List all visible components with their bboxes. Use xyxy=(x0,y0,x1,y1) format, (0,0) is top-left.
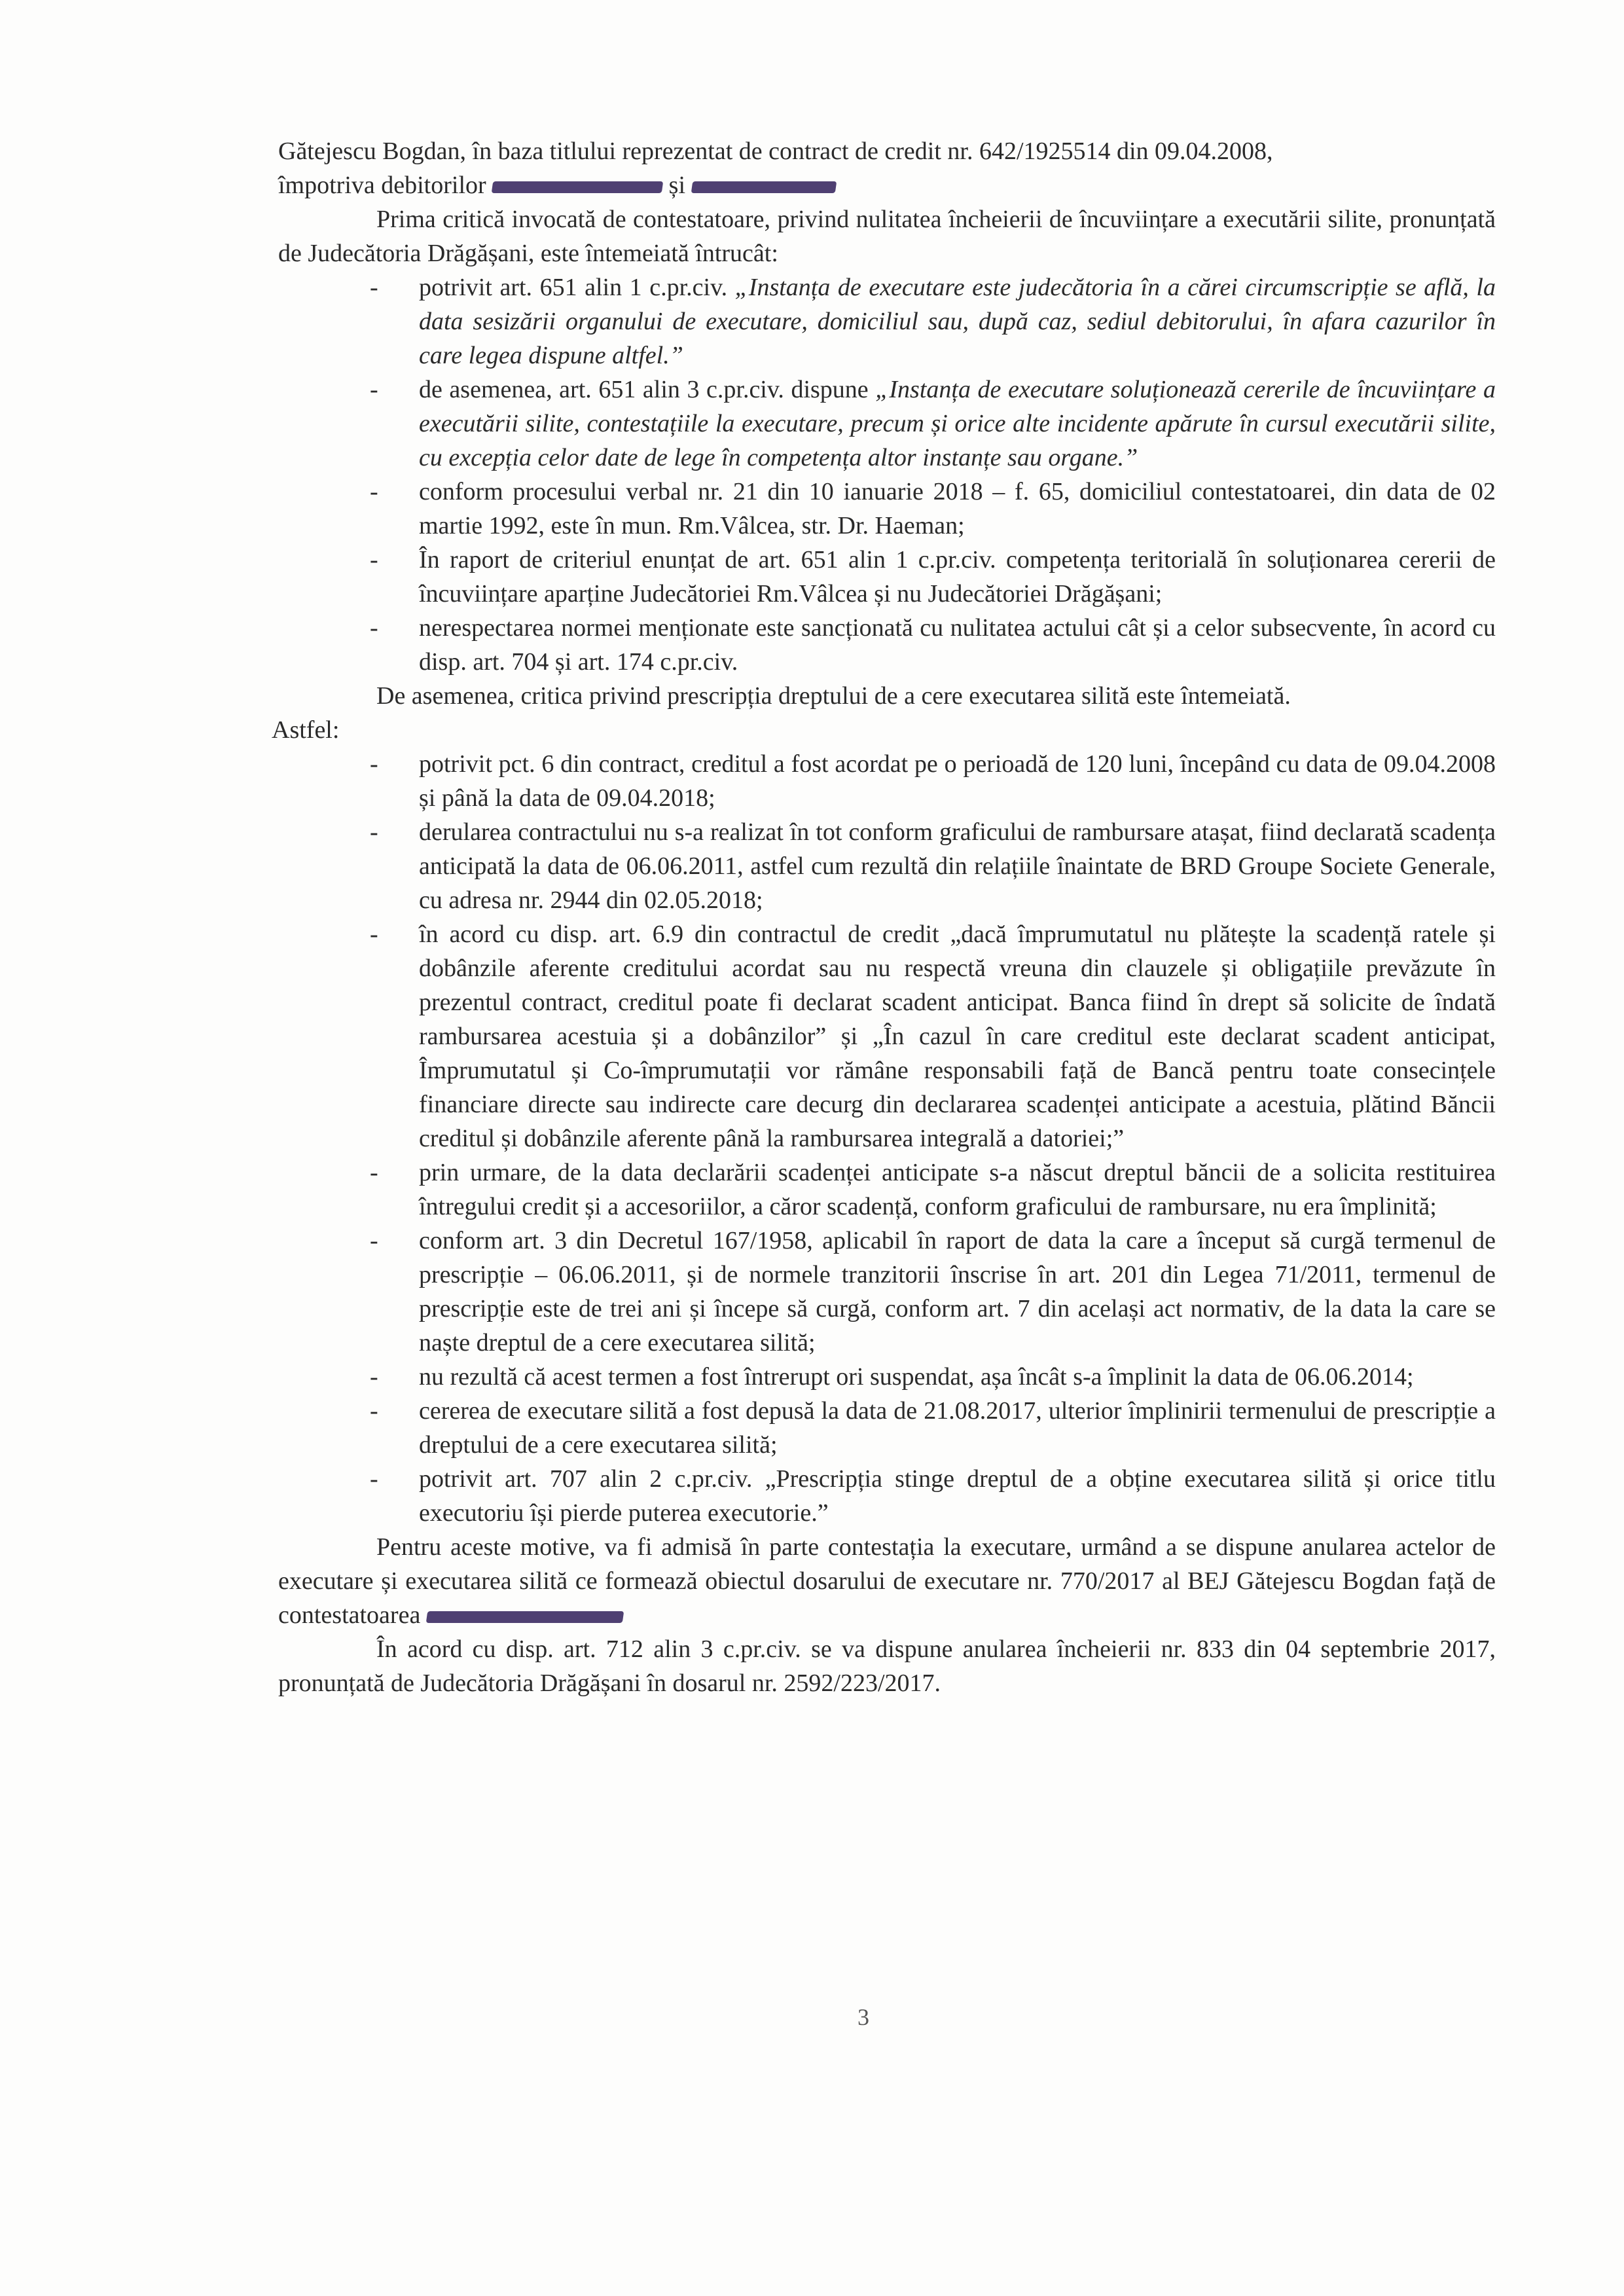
paragraph-prescription: De asemenea, critica privind prescripția dreptului de a cere executarea silită este întemeiată. xyxy=(376,682,1291,710)
list-item: - cererea de executare silită a fost depusă la data de 21.08.2017, ulterior împlinirii termenului de prescripție a dreptului de a cere executarea silită; xyxy=(278,1394,1496,1462)
intro-line-2 xyxy=(278,168,1496,202)
list-item: - în acord cu disp. art. 6.9 din contractul de credit „dacă împrumutatul nu plătește la scadență ratele și dobânzile aferente creditului acordat sau nu respectă vreuna din clauzele și obligațiile prevăzute în prezentul contract, creditul poate fi declarat scadent anticipat. Banca fiind în drept să solicite de îndată rambursarea acestuia și a dobânzilor” și „În cazul în care creditul este declarat scadent anticipat, Împrumutatul și Co-împrumutații vor rămâne responsabili față de Bancă pentru toate consecințele financiare directe sau indirecte care decurg din declararea scadenței anticipate a acestuia, plătind Băncii creditul și dobânzile aferente până la rambursarea integrală a datoriei;” xyxy=(278,917,1496,1156)
list-item: - conform art. 3 din Decretul 167/1958, aplicabil în raport de data la care a început să curgă termenul de prescripție – 06.06.2011, și de normele tranzitorii înscrise în art. 201 din Legea 71/2011, termenul de prescripție este de trei ani și începe să curgă, conform art. 7 din același act normativ, de la data la care se naște dreptul de a cere executarea silită; xyxy=(278,1224,1496,1360)
page-number: 3 xyxy=(857,2004,869,2030)
paragraph-motive xyxy=(278,1530,1496,1632)
list-item: - potrivit art. 707 alin 2 c.pr.civ. „Prescripția stinge dreptul de a obține executarea silită și orice titlu executoriu își pierde puterea executorie.” xyxy=(278,1462,1496,1530)
astfel-label: Astfel: xyxy=(272,716,340,744)
list-item: - nerespectarea normei menționate este sancționată cu nulitatea actului cât și a celor subsecvente, în acord cu disp. art. 704 și art. 174 c.pr.civ. xyxy=(278,611,1496,679)
document-body xyxy=(272,134,1496,1700)
list-item: - derularea contractului nu s-a realizat în tot conform graficului de rambursare atașat, fiind declarată scadența anticipată la data de 06.06.2011, astfel cum rezultă din relațiile înaintate de BRD Groupe Societe Generale, cu adresa nr. 2944 din 02.05.2018; xyxy=(278,815,1496,917)
list-item: - potrivit pct. 6 din contract, creditul a fost acordat pe o perioadă de 120 luni, începând cu data de 09.04.2008 și până la data de 09.04.2018; xyxy=(278,747,1496,815)
paragraph-first-critique: Prima critică invocată de contestatoare, privind nulitatea încheierii de încuviințare a executării silite, pronunțată de Judecătoria Drăgășani, este întemeiată întrucât: xyxy=(278,206,1496,267)
redaction-mark xyxy=(691,181,837,193)
intro-debitors-text: împotriva debitorilor xyxy=(278,172,486,199)
intro-conjunction: și xyxy=(668,172,686,199)
motive-text: Pentru aceste motive, va fi admisă în parte contestația la executare, urmând a se dispune anularea actelor de executare și executarea silită ce formează obiectul dosarului de executare nr. 770/2017 al BEJ Gătejescu Bogdan față de contestatoarea xyxy=(278,1533,1496,1629)
prescription-list xyxy=(278,747,1496,1530)
redaction-mark xyxy=(426,1611,624,1623)
list-item: - de asemenea, art. 651 alin 3 c.pr.civ. dispune „Instanța de executare soluționează cererile de încuviințare a executării silite, contestațiile la executare, precum și orice alte incidente apărute în cursul executării silite, cu excepția celor date de lege în competența altor instanțe sau organe.” xyxy=(278,373,1496,475)
intro-line-1: Gătejescu Bogdan, în baza titlului reprezentat de contract de credit nr. 642/1925514 din 09.04.2008, xyxy=(278,137,1273,165)
competence-list xyxy=(278,270,1496,679)
list-item: - potrivit art. 651 alin 1 c.pr.civ. „Instanța de executare este judecătoria în a cărei circumscripție se află, la data sesizării organului de executare, domiciliul sau, după caz, sediul debitorului, în afara cazurilor în care legea dispune altfel.” xyxy=(278,270,1496,373)
list-item: - conform procesului verbal nr. 21 din 10 ianuarie 2018 – f. 65, domiciliul contestatoarei, din data de 02 martie 1992, este în mun. Rm.Vâlcea, str. Dr. Haeman; xyxy=(278,475,1496,543)
list-item: - nu rezultă că acest termen a fost întrerupt ori suspendat, așa încât s-a împlinit la data de 06.06.2014; xyxy=(278,1360,1496,1394)
list-item: - În raport de criteriul enunțat de art. 651 alin 1 c.pr.civ. competența teritorială în soluționarea cererii de încuviințare aparține Judecătoriei Rm.Vâlcea și nu Judecătoriei Drăgășani; xyxy=(278,543,1496,611)
redaction-mark xyxy=(492,181,664,193)
paragraph-final: În acord cu disp. art. 712 alin 3 c.pr.civ. se va dispune anularea încheierii nr. 833 din 04 septembrie 2017, pronunțată de Judecătoria Drăgășani în dosarul nr. 2592/223/2017. xyxy=(278,1635,1496,1697)
list-item: - prin urmare, de la data declarării scadenței anticipate s-a născut dreptul băncii de a solicita restituirea întregului credit și a accesoriilor, a căror scadență, conform graficului de rambursare, nu era împlinită; xyxy=(278,1156,1496,1224)
